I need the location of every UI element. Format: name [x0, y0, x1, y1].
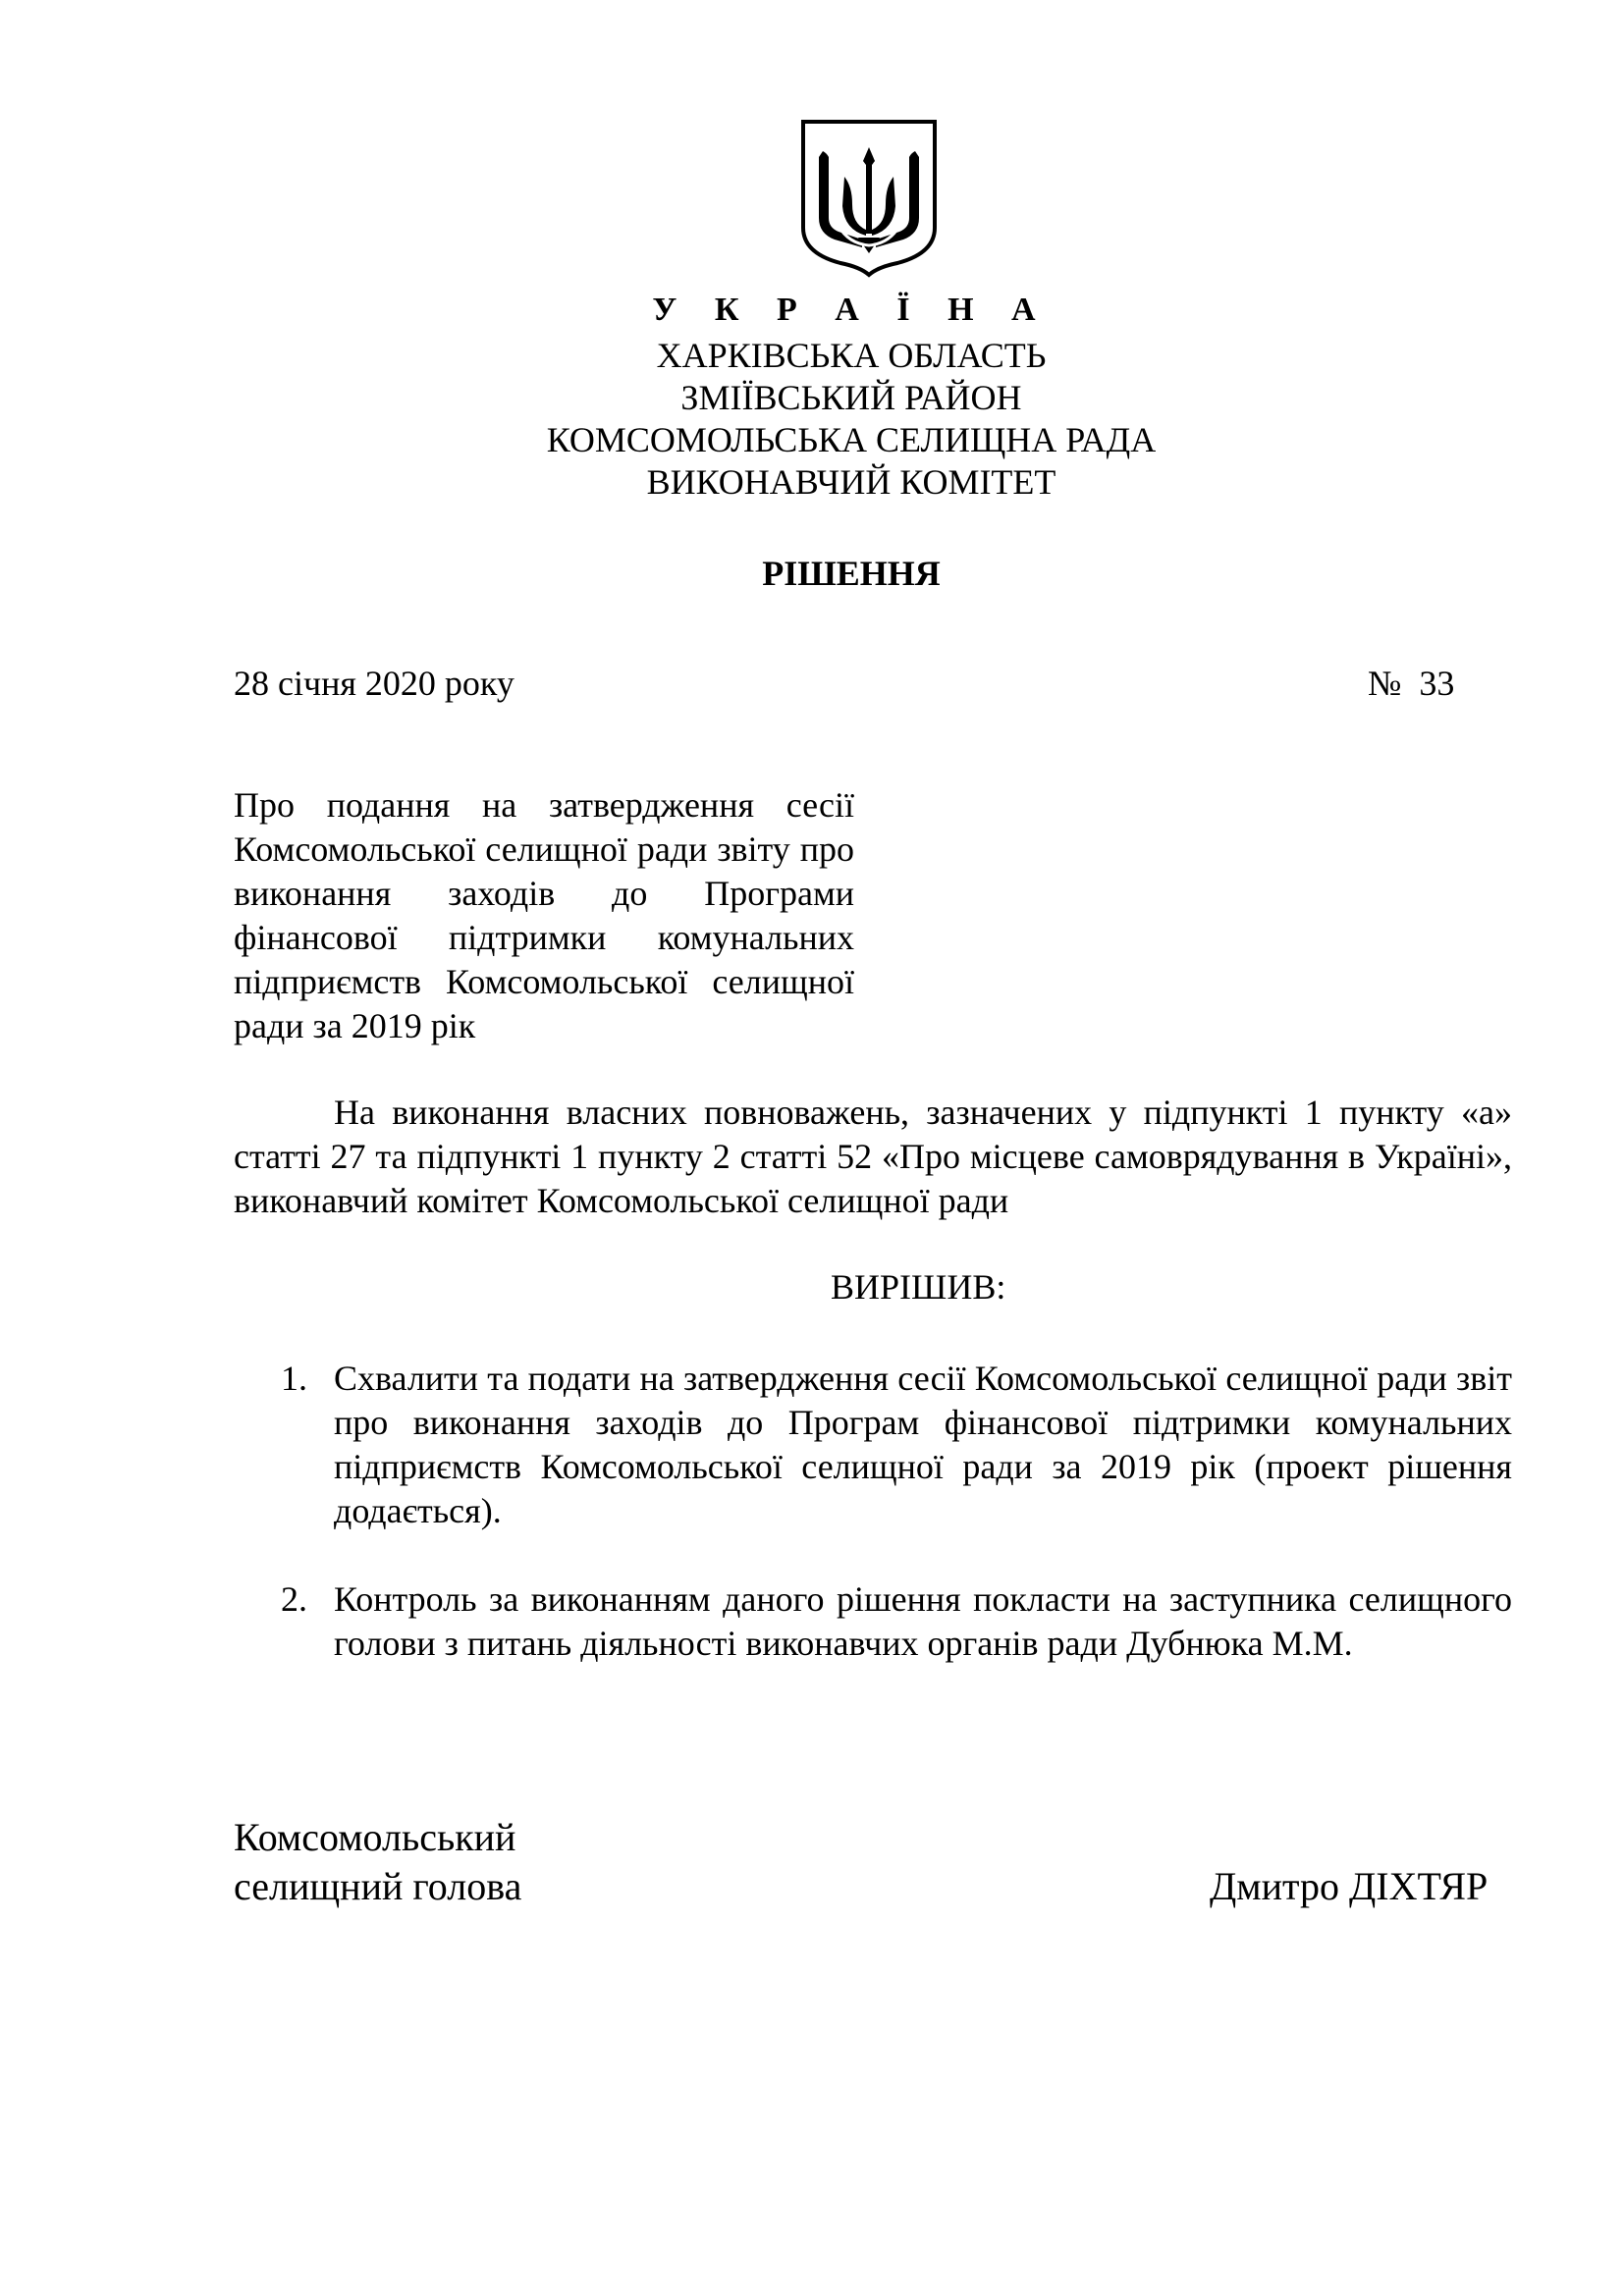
- item-text: Контроль за виконанням даного рішення покласти на заступника селищного голови з питань діяльності виконавчих органів ради Дубнюка М.М.: [334, 1579, 1512, 1663]
- coat-of-arms-icon: [799, 118, 939, 278]
- decision-number: № 33: [1368, 664, 1455, 703]
- signatory-name: Дмитро ДІХТЯР: [1210, 1864, 1489, 1908]
- committee-title: ВИКОНАВЧИЙ КОМІТЕТ: [646, 462, 1056, 502]
- item-text: Схвалити та подати на затвердження сесії Комсомольської селищної ради звіт про виконання заходів до Програм фінансової підтримки комунальних підприємств Комсомольської селищної ради за 2019 рік (проект рішення додається).: [334, 1359, 1512, 1530]
- decision-date: 28 січня 2020 року: [234, 664, 514, 703]
- decision-item: [281, 1357, 1512, 1533]
- signatory-position-line2: селищний голова: [234, 1864, 522, 1908]
- region-title: ХАРКІВСЬКА ОБЛАСТЬ: [656, 336, 1047, 375]
- decision-subject: Про подання на затвердження сесії Комсомольської селищної ради звіту про виконання заходів до Програми фінансової підтримки комунальних підприємств Комсомольської селищної ради за 2019 рік: [234, 785, 854, 1045]
- preamble-paragraph: На виконання власних повноважень, зазначених у підпункті 1 пункту «а» статті 27 та підпункті 1 пункту 2 статті 52 «Про місцеве самоврядування в Україні», виконавчий комітет Комсомольської селищної ради: [234, 1093, 1512, 1220]
- signatory-position: [234, 1813, 521, 1911]
- council-title: КОМСОМОЛЬСЬКА СЕЛИЩНА РАДА: [546, 420, 1157, 459]
- item-number: 1.: [281, 1359, 307, 1398]
- country-title: У К Р А Ї Н А: [652, 292, 1051, 328]
- item-number: 2.: [281, 1579, 307, 1619]
- decided-heading: ВИРІШИВ:: [831, 1267, 1006, 1307]
- document-type-heading: РІШЕННЯ: [762, 554, 941, 593]
- district-title: ЗМІЇВСЬКИЙ РАЙОН: [680, 378, 1022, 417]
- decision-item: [281, 1577, 1512, 1666]
- signatory-position-line1: Комсомольський: [234, 1815, 516, 1859]
